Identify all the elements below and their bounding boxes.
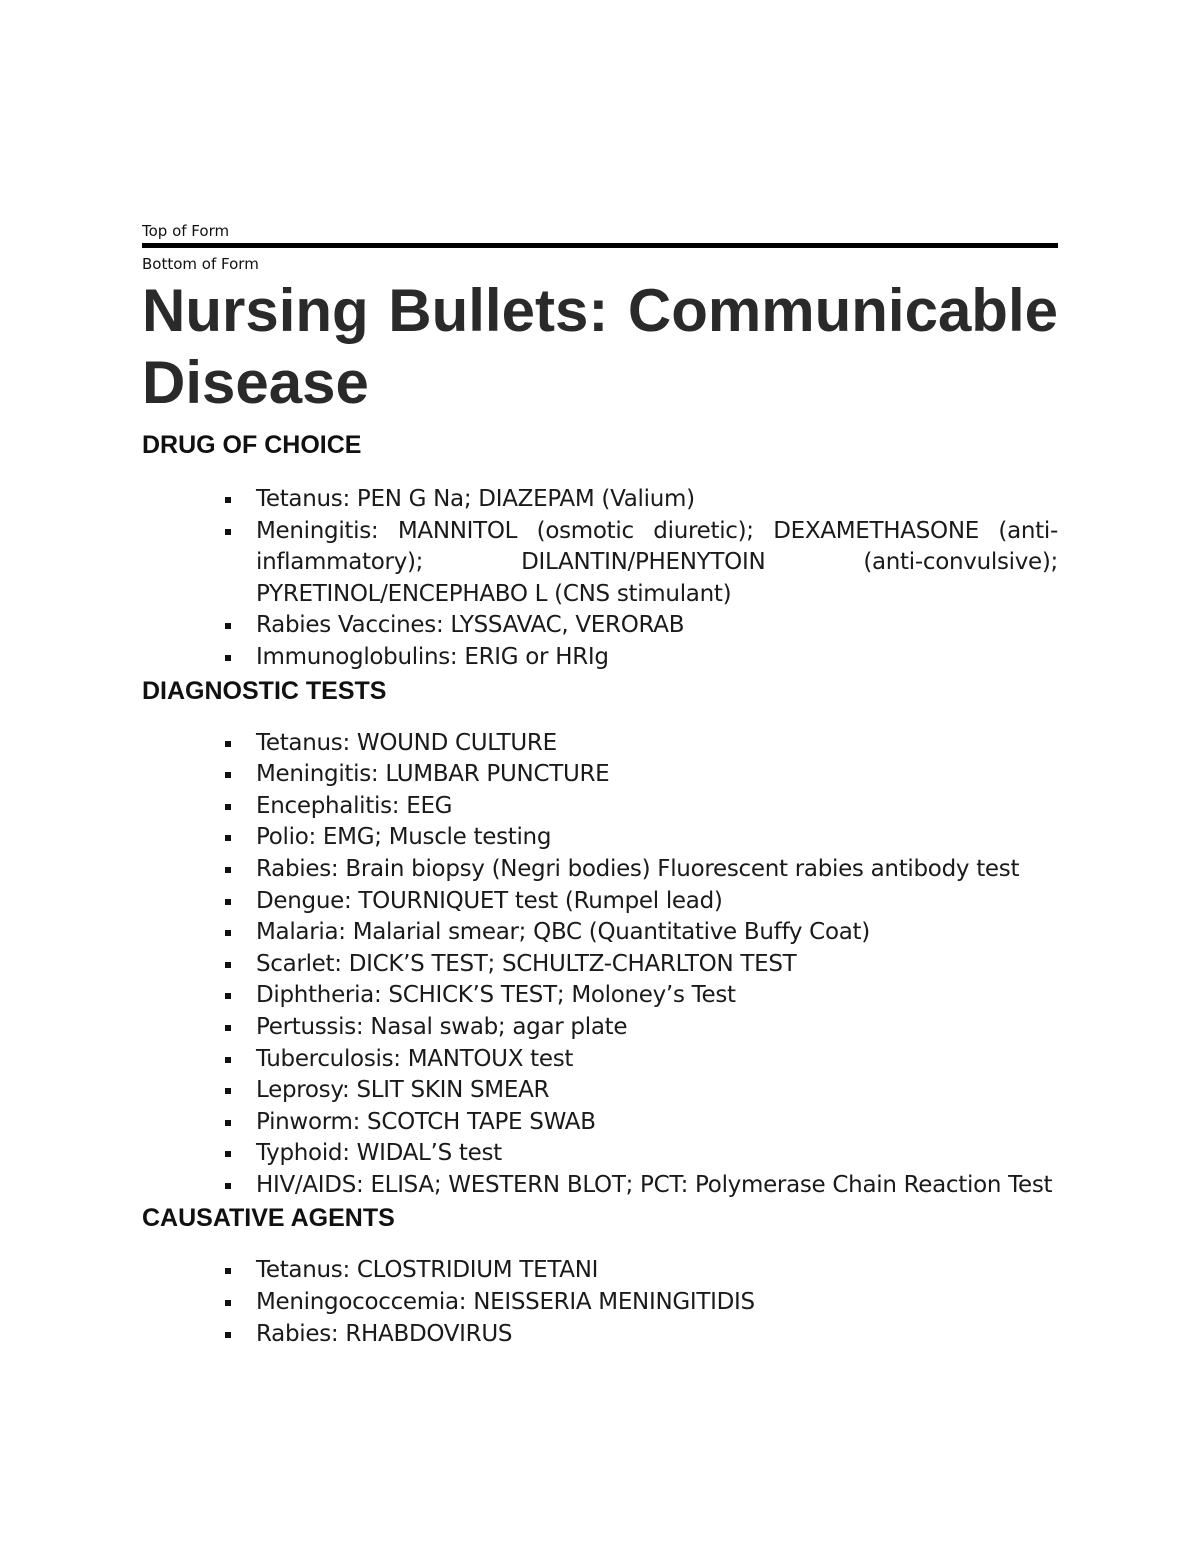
square-bullet-icon <box>225 993 231 999</box>
list-item-text: Rabies: Brain biopsy (Negri bodies) Fluorescent rabies antibody test <box>256 855 1020 882</box>
list-item-text: Malaria: Malarial smear; QBC (Quantitative Buffy Coat) <box>256 919 870 946</box>
list-item <box>142 1287 1058 1319</box>
list-item-text: HIV/AIDS: ELISA; WESTERN BLOT; PCT: Polymerase Chain Reaction Test <box>256 1171 1053 1198</box>
section-heading: DRUG OF CHOICE <box>142 431 362 459</box>
list-item <box>142 822 1058 854</box>
list-item-text: Meningococcemia: NEISSERIA MENINGITIDIS <box>256 1289 755 1316</box>
square-bullet-icon <box>225 867 231 873</box>
square-bullet-icon <box>225 1300 231 1306</box>
list-item-text: Diphtheria: SCHICK’S TEST; Moloney’s Test <box>256 982 736 1009</box>
list-item-text: Encephalitis: EEG <box>256 792 453 819</box>
list-item <box>142 1319 1058 1351</box>
square-bullet-icon <box>225 1151 231 1157</box>
document-content <box>142 428 1058 1350</box>
page-title: Nursing Bullets: Communicable Disease <box>142 277 1058 416</box>
list-item <box>142 642 1058 674</box>
form-divider <box>142 243 1058 248</box>
list-item-text: Meningitis: LUMBAR PUNCTURE <box>256 761 610 788</box>
square-bullet-icon <box>225 835 231 841</box>
square-bullet-icon <box>225 1183 231 1189</box>
list-item <box>142 1075 1058 1107</box>
square-bullet-icon <box>225 1088 231 1094</box>
list-item-text: Scarlet: DICK’S TEST; SCHULTZ-CHARLTON TEST <box>256 950 797 977</box>
list-item <box>142 949 1058 981</box>
list-item <box>142 759 1058 791</box>
square-bullet-icon <box>225 1332 231 1338</box>
list-item <box>142 1044 1058 1076</box>
bullet-list <box>142 1255 1058 1350</box>
list-item <box>142 1107 1058 1139</box>
list-item <box>142 484 1058 516</box>
list-item-text: Immunoglobulins: ERIG or HRIg <box>256 643 609 670</box>
list-item-text: Dengue: TOURNIQUET test (Rumpel lead) <box>256 887 723 914</box>
square-bullet-icon <box>225 962 231 968</box>
list-item-text: Tetanus: PEN G Na; DIAZEPAM (Valium) <box>256 486 695 512</box>
list-item-text: Meningitis: MANNITOL (osmotic diuretic); DEXAMETHASONE (anti-inflammatory); DILANTIN/PHENYTOIN (anti-convulsive); PYRETINOL/ENCEPHABO L (CNS stimulant) <box>256 517 1058 607</box>
list-item <box>142 1170 1058 1202</box>
list-item-text: Leprosy: SLIT SKIN SMEAR <box>256 1077 550 1104</box>
list-item-text: Polio: EMG; Muscle testing <box>256 824 552 851</box>
square-bullet-icon <box>225 1025 231 1031</box>
list-item <box>142 854 1058 886</box>
top-of-form-label: Top of Form <box>142 222 230 240</box>
section-heading: CAUSATIVE AGENTS <box>142 1204 395 1233</box>
section-heading: DIAGNOSTIC TESTS <box>142 676 387 705</box>
list-item <box>142 980 1058 1012</box>
square-bullet-icon <box>225 1268 231 1274</box>
square-bullet-icon <box>225 772 231 778</box>
list-item <box>142 1012 1058 1044</box>
list-item-text: Pertussis: Nasal swab; agar plate <box>256 1013 628 1040</box>
square-bullet-icon <box>225 741 231 747</box>
square-bullet-icon <box>225 899 231 905</box>
square-bullet-icon <box>225 1057 231 1063</box>
list-item <box>142 917 1058 949</box>
square-bullet-icon <box>225 529 231 535</box>
square-bullet-icon <box>225 930 231 936</box>
square-bullet-icon <box>225 623 231 629</box>
list-item-text: Tetanus: CLOSTRIDIUM TETANI <box>256 1257 599 1284</box>
list-item <box>142 1138 1058 1170</box>
list-item <box>142 728 1058 760</box>
bullet-list <box>142 484 1058 674</box>
list-item <box>142 610 1058 642</box>
list-item <box>142 1255 1058 1287</box>
bullet-list <box>142 728 1058 1202</box>
square-bullet-icon <box>225 1120 231 1126</box>
section-drug-of-choice <box>142 428 1058 674</box>
bottom-of-form-label: Bottom of Form <box>142 255 259 273</box>
square-bullet-icon <box>225 804 231 810</box>
square-bullet-icon <box>225 497 231 503</box>
section-diagnostic-tests <box>142 674 1058 1202</box>
list-item <box>142 516 1058 611</box>
list-item <box>142 886 1058 918</box>
list-item-text: Typhoid: WIDAL’S test <box>256 1140 502 1167</box>
list-item-text: Rabies: RHABDOVIRUS <box>256 1320 513 1347</box>
list-item-text: Rabies Vaccines: LYSSAVAC, VERORAB <box>256 612 685 639</box>
list-item <box>142 791 1058 823</box>
list-item-text: Pinworm: SCOTCH TAPE SWAB <box>256 1108 596 1135</box>
list-item-text: Tetanus: WOUND CULTURE <box>256 729 557 756</box>
list-item-text: Tuberculosis: MANTOUX test <box>256 1045 574 1072</box>
section-causative-agents <box>142 1201 1058 1350</box>
square-bullet-icon <box>225 655 231 661</box>
